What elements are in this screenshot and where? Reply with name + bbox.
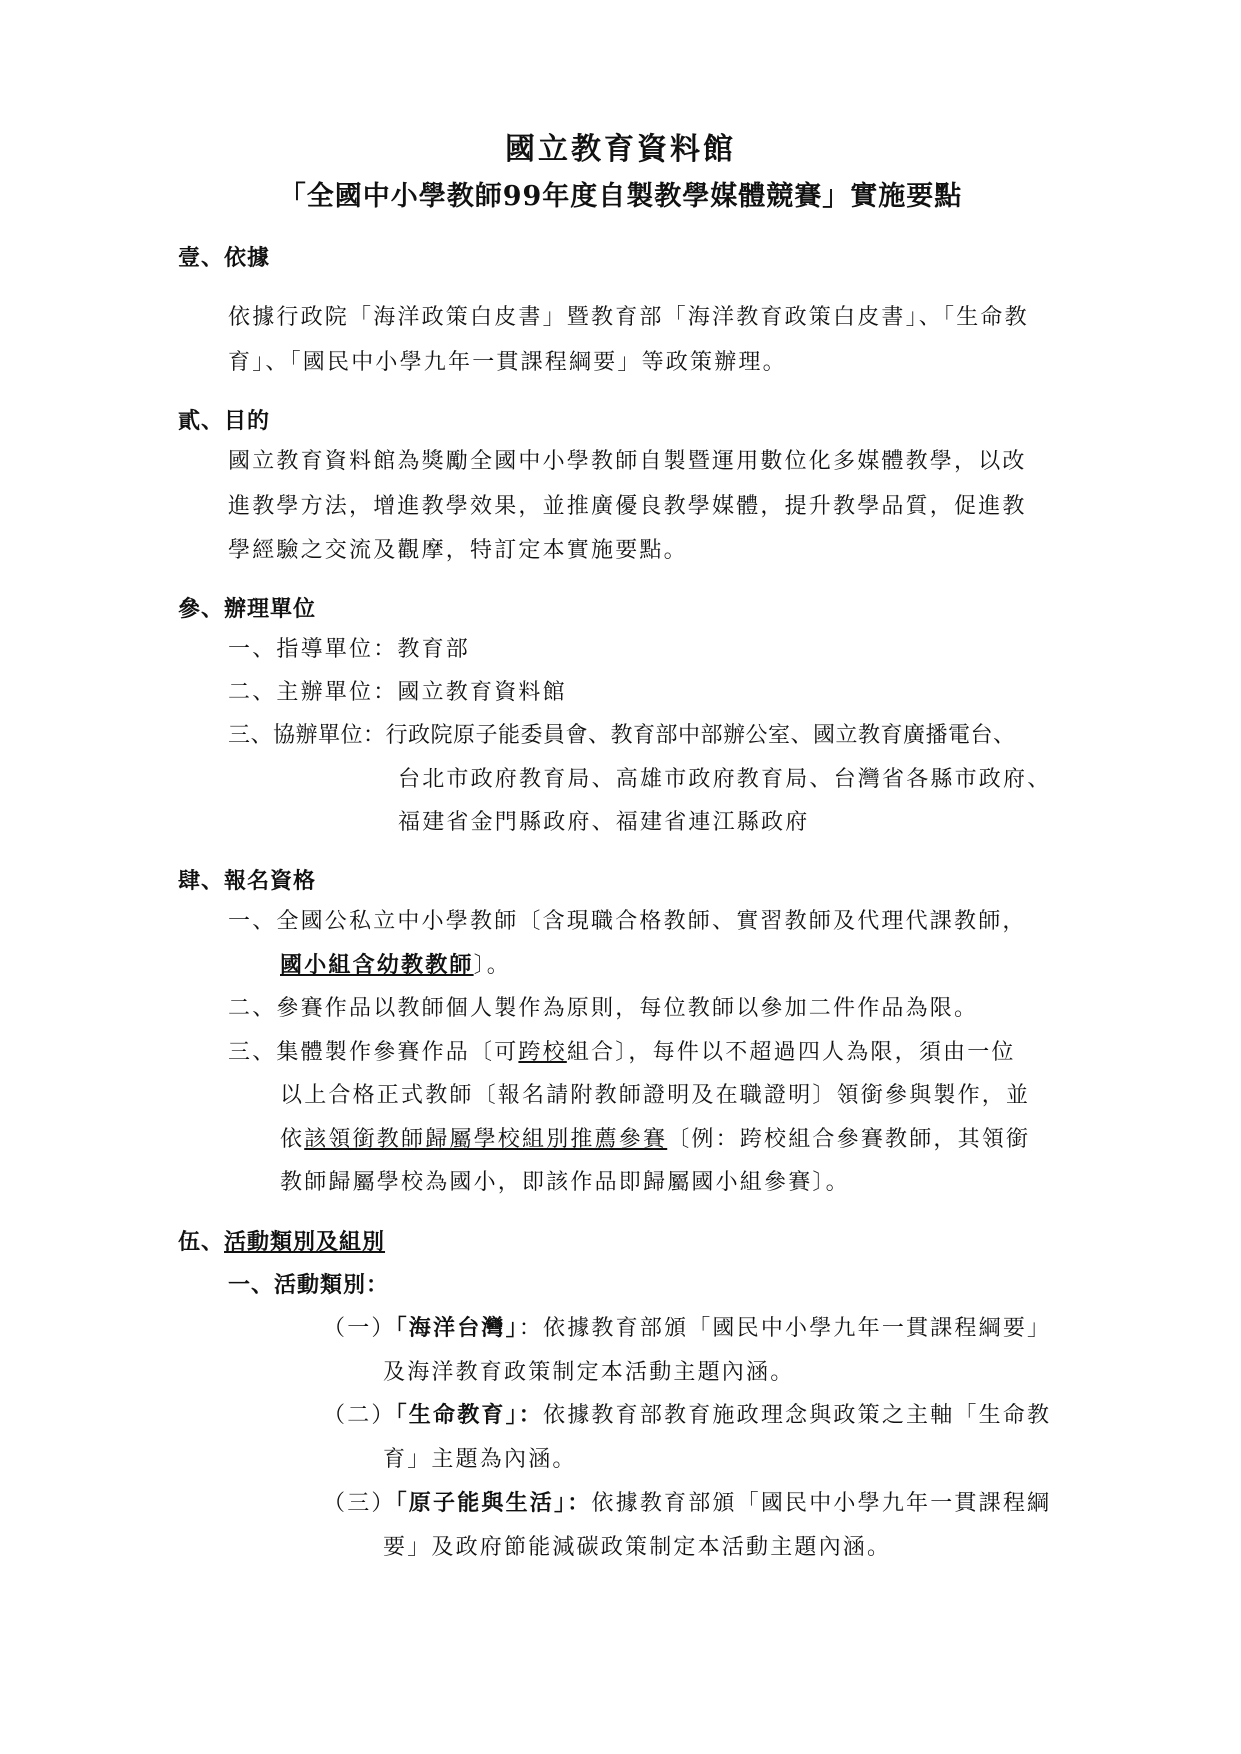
- category-1-number: （一）: [323, 1316, 396, 1341]
- category-3-number: （三）: [323, 1491, 396, 1516]
- item-3-text-c: 依: [280, 1127, 305, 1152]
- item-3-text-d: 〔例：跨校組合參賽教師，其領銜: [667, 1127, 1031, 1152]
- category-2-desc: 依據教育部教育施政理念與政策之主軸「生命教: [543, 1403, 1052, 1428]
- category-1-desc: ：依據教育部頒「國民中小學九年一貫課程綱要」: [518, 1316, 1052, 1341]
- lead-teacher-rule-underline: 該領銜教師歸屬學校組別推薦參賽: [304, 1127, 668, 1152]
- section-4-item-3-line-2: 以上合格正式教師〔報名請附教師證明及在職證明〕領銜參與製作，並: [280, 1083, 1031, 1108]
- section-4-item-1-line-1: 一、全國公私立中小學教師〔含現職合格教師、實習教師及代理代課教師，: [228, 909, 1027, 934]
- category-2-line-2: 育」主題為內涵。: [383, 1447, 577, 1472]
- section-5-title: 活動類別及組別: [224, 1229, 386, 1255]
- section-3-item-1: 一、指導單位：教育部: [228, 637, 471, 662]
- section-4-item-3-line-3: [280, 1122, 1030, 1153]
- section-2-para-line-3: 學經驗之交流及觀摩，特訂定本實施要點。: [228, 538, 688, 563]
- section-3-item-2: 二、主辦單位：國立教育資料館: [228, 680, 567, 705]
- section-2-para-line-1: 國立教育資料館為獎勵全國中小學教師自製暨運用數位化多媒體教學，以改: [228, 449, 1027, 474]
- section-1-para-line-1: 依據行政院「海洋政策白皮書」暨教育部「海洋教育政策白皮書」、「生命教: [228, 305, 1029, 330]
- section-3-heading: 參、辦理單位: [178, 596, 317, 622]
- category-3-name: 「原子能與生活」：: [395, 1490, 592, 1516]
- category-3-line-1: [323, 1486, 1051, 1517]
- category-1-line-1: [323, 1311, 1051, 1342]
- section-1-heading: 壹、依據: [178, 245, 271, 271]
- section-4-heading: 肆、報名資格: [178, 868, 317, 894]
- document-title: 國立教育資料館: [505, 132, 736, 167]
- category-3-line-2: 要」及政府節能減碳政策制定本活動主題內涵。: [383, 1535, 892, 1560]
- category-1-name: 「海洋台灣」: [395, 1315, 519, 1341]
- section-4-item-3-line-4: 教師歸屬學校為國小，即該作品即歸屬國小組參賽〕。: [280, 1170, 850, 1195]
- section-4-item-1-line-2: [280, 948, 511, 979]
- category-2-number: （二）: [323, 1403, 396, 1428]
- item-1-close: 〕。: [473, 953, 512, 978]
- category-2-line-1: [323, 1398, 1051, 1429]
- item-3-text-b: 組合〕，每件以不超過四人為限，須由一位: [566, 1040, 1016, 1065]
- section-2-heading: 貳、目的: [178, 408, 271, 434]
- section-5-number: 伍、: [178, 1229, 225, 1255]
- document-subtitle: 「全國中小學教師99年度自製教學媒體競賽」實施要點: [278, 181, 963, 212]
- section-3-item-3-line-3: 福建省金門縣政府、福建省連江縣政府: [398, 810, 810, 835]
- section-5-heading: [178, 1225, 385, 1256]
- category-2-name: 「生命教育」：: [395, 1402, 544, 1428]
- section-1-para-line-2: 育」、「國民中小學九年一貫課程綱要」等政策辦理。: [228, 350, 787, 375]
- section-3-item-3-line-1: 三、協辦單位：行政院原子能委員會、教育部中部辦公室、國立教育廣播電台、: [228, 723, 1016, 748]
- section-4-item-2: 二、參賽作品以教師個人製作為原則，每位教師以參加二件作品為限。: [228, 996, 979, 1021]
- category-3-desc: 依據教育部頒「國民中小學九年一貫課程綱: [591, 1491, 1052, 1516]
- section-3-item-3-line-2: 台北市政府教育局、高雄市政府教育局、台灣省各縣市政府、: [398, 767, 1052, 792]
- cross-school-underline: 跨校: [518, 1040, 567, 1065]
- category-1-line-2: 及海洋教育政策制定本活動主題內涵。: [383, 1360, 795, 1385]
- item-3-text-a: 三、集體製作參賽作品〔可: [228, 1040, 519, 1065]
- section-2-para-line-2: 進教學方法，增進教學效果，並推廣優良教學媒體，提升教學品質，促進教: [228, 494, 1027, 519]
- section-4-item-3-line-1: [228, 1035, 1016, 1066]
- section-5-subheading-1: 一、活動類別：: [228, 1272, 390, 1298]
- kindergarten-note: 國小組含幼教教師: [280, 952, 474, 978]
